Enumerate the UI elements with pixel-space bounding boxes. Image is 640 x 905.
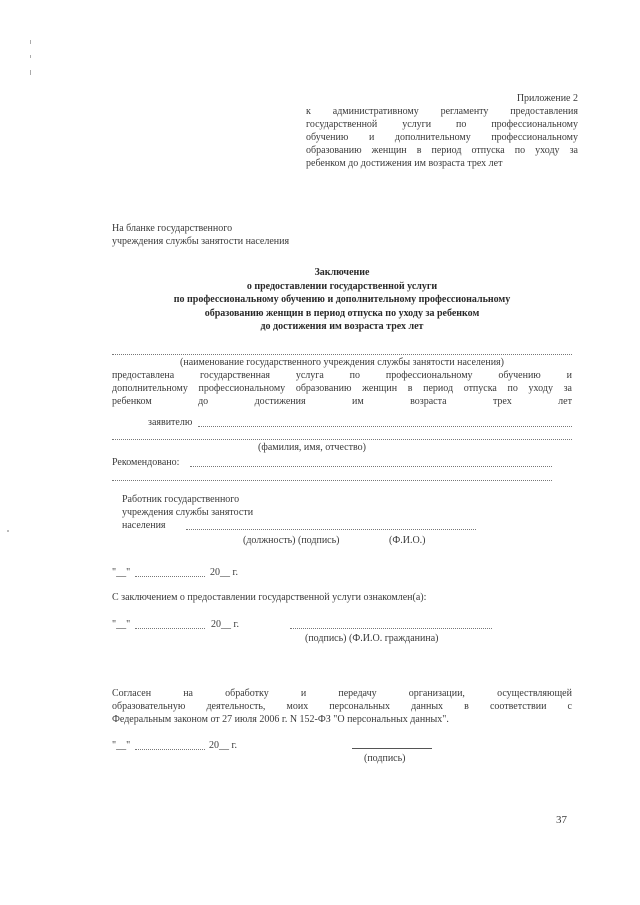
- date-year: 20__ г.: [211, 619, 239, 630]
- word: возраста: [410, 396, 447, 407]
- date-year: 20__ г.: [210, 567, 238, 578]
- letterhead: [112, 222, 372, 248]
- scan-artifact: [30, 40, 31, 44]
- date-month-field[interactable]: [135, 739, 205, 750]
- scan-artifact: [30, 55, 31, 58]
- body-line: предоставлена государственная услуга по профессиональному обучению и: [112, 370, 572, 381]
- document-heading: [112, 266, 572, 334]
- heading-line: до достижения им возраста трех лет: [260, 321, 424, 332]
- caption-position: (должность) (подпись): [243, 535, 340, 546]
- word: до: [198, 396, 209, 407]
- appendix-line: ребенком до достижения им возраста трех лет: [306, 158, 503, 169]
- recommended-field[interactable]: [190, 455, 552, 467]
- scan-artifact: [7, 530, 9, 532]
- word: трех: [492, 396, 512, 407]
- page-number: 37: [556, 814, 567, 826]
- worker-signature-field[interactable]: [186, 519, 476, 530]
- date-day: "__": [112, 619, 131, 630]
- word: ребенком: [112, 396, 152, 407]
- word: лет: [558, 396, 572, 407]
- letterhead-line: учреждения службы занятости населения: [112, 236, 290, 247]
- worker-line: населения: [122, 520, 166, 531]
- appendix-line: обучению и дополнительному профессиональному: [306, 132, 578, 143]
- word: на: [183, 688, 193, 699]
- worker-line: Работник государственного: [122, 494, 240, 505]
- word: обработку: [225, 688, 269, 699]
- signature-field[interactable]: [352, 738, 432, 749]
- applicant-field-continued[interactable]: [112, 429, 572, 440]
- date-year: 20__ г.: [209, 740, 237, 751]
- name-caption: (фамилия, имя, отчество): [258, 442, 366, 453]
- heading-line: по профессиональному обучению и дополнительному профессиональному: [173, 294, 511, 305]
- institution-field: [112, 344, 572, 355]
- consent-line: образовательную деятельность, моих персональных данных в соответствии с: [112, 701, 572, 712]
- letterhead-line: На бланке государственного: [112, 223, 233, 234]
- word: передачу: [338, 688, 377, 699]
- citizen-caption: (подпись) (Ф.И.О. гражданина): [305, 633, 439, 644]
- word: Согласен: [112, 688, 152, 699]
- signature-caption: (подпись): [364, 753, 406, 764]
- body-line: дополнительному профессиональному образованию женщин в период отпуска по уходу за: [112, 383, 572, 394]
- recommended-label: Рекомендовано:: [112, 457, 180, 468]
- word: осуществляющей: [497, 688, 572, 699]
- scan-artifact: [30, 70, 31, 75]
- appendix-title: Приложение 2: [516, 93, 578, 104]
- consent-line: [112, 687, 572, 700]
- institution-caption: (наименование государственного учреждения службы занятости населения): [180, 357, 504, 368]
- citizen-signature-field[interactable]: [290, 618, 492, 629]
- date-day: "__": [112, 740, 131, 751]
- word: организации,: [408, 688, 465, 699]
- word: и: [300, 688, 307, 699]
- date-day: "__": [112, 567, 131, 578]
- date-month-field[interactable]: [135, 618, 205, 629]
- caption-name: (Ф.И.О.): [389, 535, 426, 546]
- applicant-label: заявителю: [148, 417, 193, 428]
- appendix-text: [306, 105, 578, 170]
- heading-line: образованию женщин в период отпуска по уходу за ребенком: [204, 307, 480, 319]
- consent-line: Федеральным законом от 27 июля 2006 г. N 152-ФЗ "О персональных данных".: [112, 714, 449, 725]
- heading-title: Заключение: [314, 267, 370, 278]
- worker-line: учреждения службы занятости: [122, 507, 254, 518]
- word: им: [352, 396, 364, 407]
- acknowledgment-text: С заключением о предоставлении государственной услуги ознакомлен(а):: [112, 592, 427, 603]
- recommended-field-continued[interactable]: [112, 470, 552, 481]
- appendix-line: государственной услуги по профессиональному: [306, 119, 578, 130]
- applicant-field[interactable]: [198, 415, 572, 427]
- date-month-field[interactable]: [135, 566, 205, 577]
- appendix-line: образованию женщин в период отпуска по уходу за: [306, 145, 578, 156]
- word: достижения: [254, 396, 306, 407]
- body-line: [112, 395, 572, 408]
- appendix-line: к административному регламенту предоставления: [306, 106, 578, 117]
- heading-line: о предоставлении государственной услуги: [246, 280, 438, 292]
